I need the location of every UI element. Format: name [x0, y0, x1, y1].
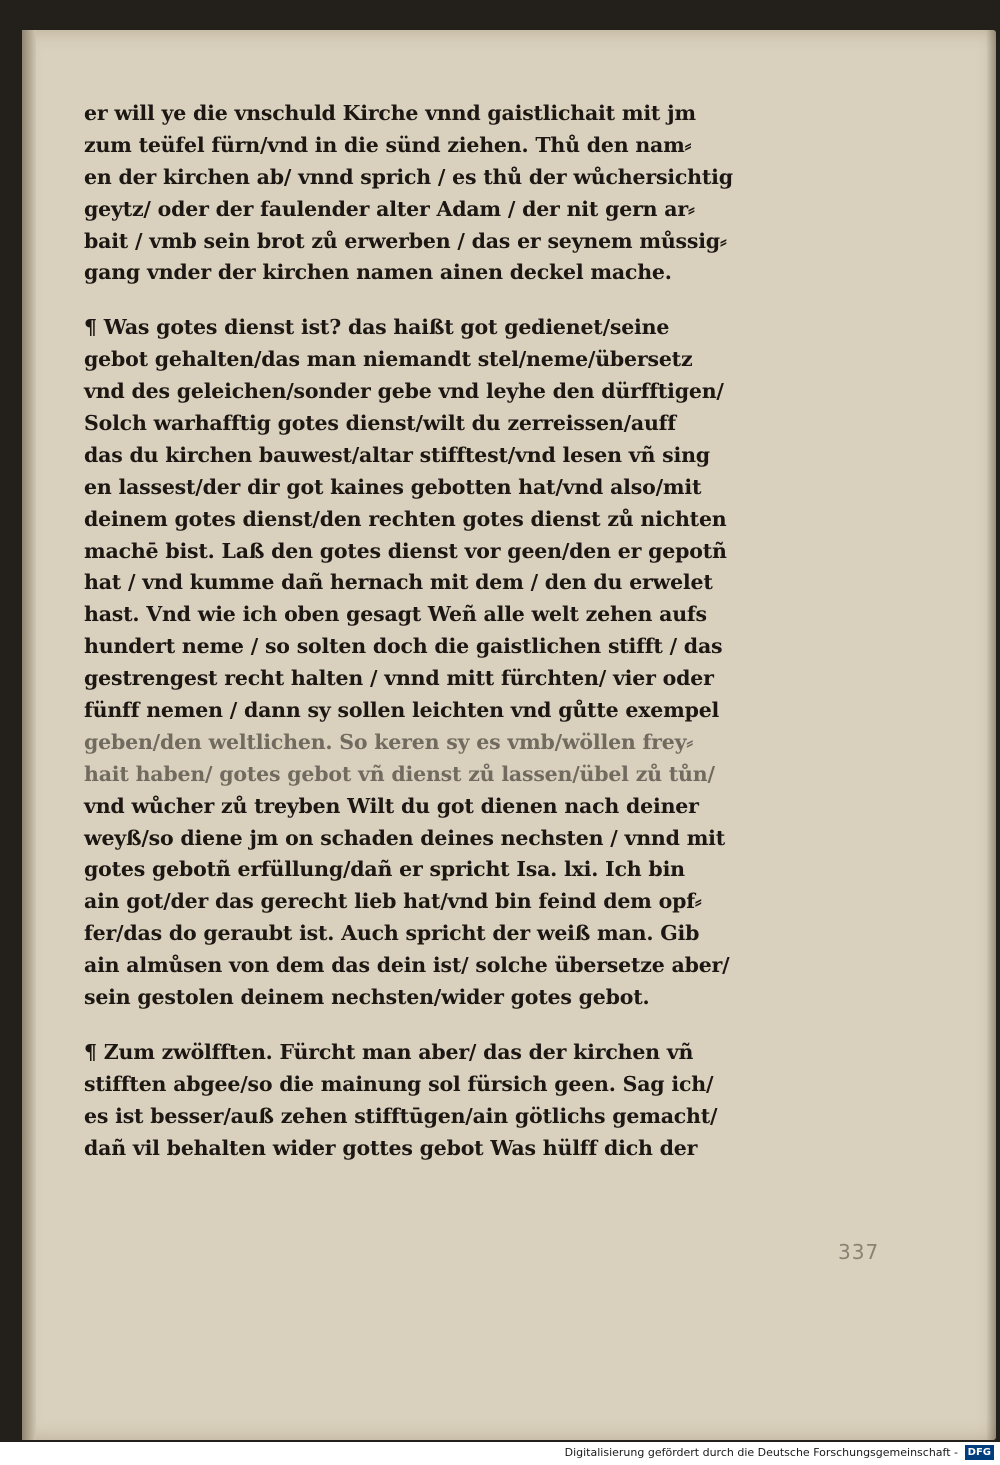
text-line: ain got/der das gerecht lieb hat/vnd bin feind dem opf⸗ [84, 889, 702, 914]
text-line: er will ye die vnschuld Kirche vnnd gaistlichait mit jm [84, 101, 696, 125]
text-line: deinem gotes dienst/den rechten gotes dienst zů nichten [84, 506, 727, 531]
text-line: ¶ Was gotes dienst ist? das haißt got gedienet/seine [84, 315, 670, 340]
text-line: sein gestolen deinem nechsten/wider gotes gebot. [84, 985, 650, 1010]
paragraph [84, 98, 784, 289]
text-line: stifften abgee/so die mainung sol fürsich geen. Sag ich/ [84, 1071, 714, 1096]
footer-bar [0, 1442, 1000, 1465]
text-line: fünff nemen / dann sy sollen leichten vnd gůtte exempel [84, 698, 720, 723]
text-line: machē bist. Laß den gotes dienst vor geen/den er gepotñ [84, 538, 727, 563]
blackletter-text-block [84, 98, 784, 1165]
text-line: vnd des geleichen/sonder gebe vnd leyhe den dürfftigen/ [84, 379, 724, 404]
paragraph [84, 312, 784, 1014]
text-line: bait / vmb sein brot zů erwerben / das er seynem můssig⸗ [84, 228, 727, 253]
text-line: es ist besser/auß zehen stifftūgen/ain götlichs gemacht/ [84, 1103, 718, 1128]
text-line: ¶ Zum zwölfften. Fürcht man aber/ das der kirchen vñ [84, 1039, 694, 1064]
text-line: en lassest/der dir got kaines gebotten hat/vnd also/mit [84, 474, 702, 499]
page-edge-shadow [986, 30, 996, 1440]
text-line: en der kirchen ab/ vnnd sprich / es thů der wůchersichtig [84, 164, 733, 189]
text-line: geytz/ oder der faulender alter Adam / der nit gern ar⸗ [84, 196, 695, 221]
paragraph-gap [84, 1014, 784, 1037]
page-binding-edge [22, 30, 36, 1440]
text-line: fer/das do geraubt ist. Auch spricht der weiß man. Gib [84, 921, 700, 946]
text-line: geben/den weltlichen. So keren sy es vmb/wöllen frey⸗ [84, 729, 693, 754]
paragraph [84, 1037, 784, 1165]
folio-number: 337 [838, 1240, 880, 1264]
dfg-logo: DFG [965, 1445, 994, 1460]
text-line: gang vnder der kirchen namen ainen deckel mache. [84, 260, 672, 285]
text-line: gestrengest recht halten / vnnd mitt fürchten/ vier oder [84, 666, 714, 691]
paragraph-gap [84, 289, 784, 312]
text-line: weyß/so diene jm on schaden deines nechsten / vnnd mit [84, 825, 726, 850]
text-line: hast. Vnd wie ich oben gesagt Weñ alle welt zehen aufs [84, 602, 707, 627]
text-line: das du kirchen bauwest/altar stifftest/vnd lesen vñ sing [84, 442, 710, 467]
text-line: zum teüfel fürn/vnd in die sünd ziehen. Thů den nam⸗ [84, 132, 692, 157]
text-line: dañ vil behalten wider gottes gebot Was hülff dich der [84, 1135, 698, 1160]
text-line: gotes gebotñ erfüllung/dañ er spricht Isa. lxi. Ich bin [84, 857, 685, 882]
text-line: hait haben/ gotes gebot vñ dienst zů lassen/übel zů tůn/ [84, 761, 715, 786]
text-line: hundert neme / so solten doch die gaistlichen stifft / das [84, 634, 723, 659]
text-line: vnd wůcher zů treyben Wilt du got dienen nach deiner [84, 793, 699, 818]
text-line: hat / vnd kumme dañ hernach mit dem / den du erwelet [84, 570, 713, 595]
footer-credit: Digitalisierung gefördert durch die Deutsche Forschungsgemeinschaft - [564, 1446, 958, 1459]
text-line: ain almůsen von dem das dein ist/ solche übersetze aber/ [84, 953, 730, 978]
text-line: Solch warhafftig gotes dienst/wilt du zerreissen/auff [84, 411, 676, 436]
text-line: gebot gehalten/das man niemandt stel/neme/übersetz [84, 347, 693, 372]
